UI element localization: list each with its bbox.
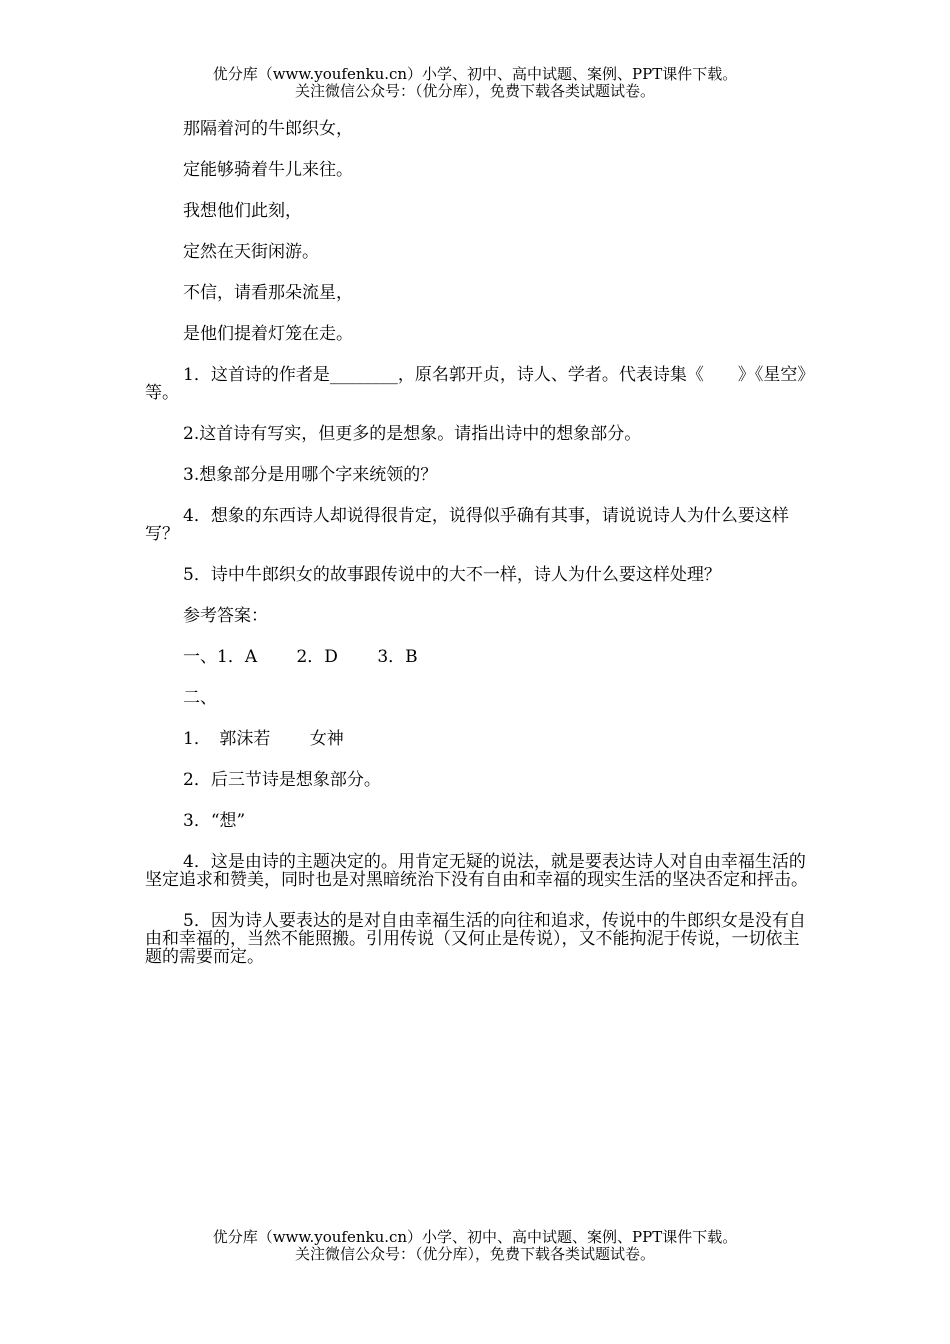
document-body — [145, 120, 810, 989]
answer-item: 2．后三节诗是想象部分。 — [183, 770, 381, 790]
answers-part-2-title: 二、 — [183, 688, 217, 708]
answer-item: 3．“想” — [183, 811, 246, 831]
answer-item: 5．因为诗人要表达的是对自由幸福生活的向往和追求，传说中的牛郎织女是没有自由和幸福的，当然不能照搬。引用传说（又何止是传说），又不能拘泥于传说，一切依主题的需要而定。 — [145, 911, 806, 967]
page-footer — [0, 1229, 950, 1263]
poem-line: 我想他们此刻， — [183, 201, 302, 221]
question-4: 4．想象的东西诗人却说得很肯定，说得似乎确有其事，请说说诗人为什么要这样写？ — [145, 506, 789, 544]
page-header — [0, 66, 950, 100]
poem-line: 定然在天街闲游。 — [183, 242, 319, 262]
answer-item: 4．这是由诗的主题决定的。用肯定无疑的说法，就是要表达诗人对自由幸福生活的坚定追求和赞美，同时也是对黑暗统治下没有自由和幸福的现实生活的坚决否定和抨击。 — [145, 852, 808, 890]
header-line-2: 关注微信公众号：（优分库），免费下载各类试题试卷。 — [294, 82, 655, 100]
answers-title: 参考答案： — [183, 606, 268, 626]
question-1: 1．这首诗的作者是________，原名郭开贞，诗人、学者。代表诗集《 》《星空》等。 — [145, 365, 806, 403]
poem-line: 不信，请看那朵流星， — [183, 283, 353, 303]
question-5: 5．诗中牛郎织女的故事跟传说中的大不一样，诗人为什么要这样处理？ — [183, 565, 721, 585]
footer-line-2: 关注微信公众号：（优分库），免费下载各类试题试卷。 — [294, 1245, 655, 1263]
poem-line: 那隔着河的牛郎织女， — [183, 119, 353, 139]
answer-item: 1． 郭沫若 女神 — [183, 729, 344, 749]
answers-part-1: 一、1．A 2．D 3．B — [183, 647, 418, 667]
question-3: 3.想象部分是用哪个字来统领的？ — [183, 465, 438, 485]
header-line-1: 优分库（www.youfenku.cn）小学、初中、高中试题、案例、PPT课件下载。 — [212, 65, 738, 83]
question-2: 2.这首诗有写实，但更多的是想象。请指出诗中的想象部分。 — [183, 424, 642, 444]
poem-line: 定能够骑着牛儿来往。 — [183, 160, 353, 180]
footer-line-1: 优分库（www.youfenku.cn）小学、初中、高中试题、案例、PPT课件下载。 — [212, 1228, 738, 1246]
poem-line: 是他们提着灯笼在走。 — [183, 324, 353, 344]
